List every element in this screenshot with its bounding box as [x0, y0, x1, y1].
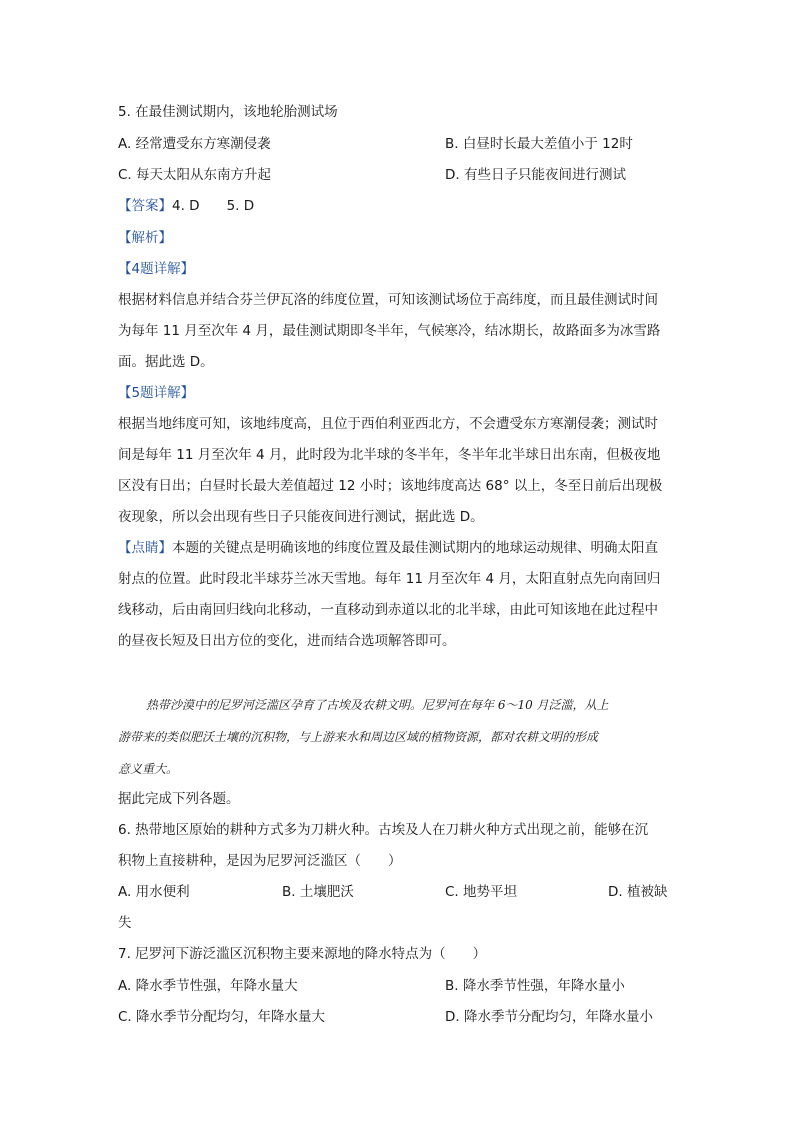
q4-detail-line: 面。据此选 D。 — [118, 354, 214, 370]
q6-option-b: B. 土壤肥沃 — [282, 884, 354, 900]
answer-tag: 【答案】 — [118, 198, 172, 214]
dianjing-line: 的昼夜长短及日出方位的变化，进而结合选项解答即可。 — [118, 633, 456, 649]
dianjing-line: 线移动，后由南回归线向北移动，一直移动到赤道以北的北半球，由此可知该地在此过程中 — [118, 602, 658, 618]
question-6-stem: 6. 热带地区原始的耕种方式多为刀耕火种。古埃及人在刀耕火种方式出现之前，能够在沉 — [118, 822, 649, 838]
dianjing-text: 本题的关键点是明确该地的纬度位置及最佳测试期内的地球运动规律、明确太阳直 — [172, 540, 658, 556]
q4-detail-line: 为每年 11 月至次年 4 月，最佳测试期即冬半年，气候寒冷，结冰期长，故路面多为冰雪路 — [118, 323, 661, 339]
dianjing-tag: 【点睛】 — [118, 540, 172, 556]
question-7-stem: 7. 尼罗河下游泛滥区沉积物主要来源地的降水特点为（ ） — [118, 946, 487, 962]
question-6-stem: 积物上直接耕种，是因为尼罗河泛滥区（ ） — [118, 853, 402, 869]
answer-line — [118, 196, 678, 216]
q6-option-a: A. 用水便利 — [118, 884, 190, 900]
q7-option-b: B. 降水季节性强，年降水量小 — [445, 978, 625, 994]
material-line: 游带来的类似肥沃土壤的沉积物，与上游来水和周边区域的植物资源，都对农耕文明的形成 — [118, 730, 599, 744]
q4-detail-line: 根据材料信息并结合芬兰伊瓦洛的纬度位置，可知该测试场位于高纬度，而且最佳测试时间 — [118, 292, 658, 308]
q5-detail-line: 区没有日出；白昼时长最大差值超过 12 小时；该地纬度高达 68° 以上，冬至日前后出现极 — [118, 478, 663, 494]
analysis-tag: 【解析】 — [118, 230, 172, 246]
material-line: 热带沙漠中的尼罗河泛滥区孕育了古埃及农耕文明。尼罗河在每年 6～10 月泛滥，从上 — [146, 698, 609, 712]
q5-detail-line: 间是每年 11 月至次年 4 月，此时段为北半球的冬半年，冬半年北半球日出东南，但极夜地 — [118, 447, 661, 463]
dianjing-line — [118, 538, 678, 558]
material-instruction: 据此完成下列各题。 — [118, 791, 240, 807]
q7-option-d: D. 降水季节分配均匀，年降水量小 — [445, 1009, 653, 1025]
q5-option-b: B. 白昼时长最大差值小于 12时 — [445, 136, 633, 152]
q4-detail-tag: 【4题详解】 — [118, 261, 195, 277]
q5-detail-line: 根据当地纬度可知，该地纬度高，且位于西伯利亚西北方，不会遭受东方寒潮侵袭；测试时 — [118, 416, 658, 432]
q5-detail-tag: 【5题详解】 — [118, 385, 195, 401]
dianjing-line: 射点的位置。此时段北半球芬兰冰天雪地。每年 11 月至次年 4 月，太阳直射点先向南回归 — [118, 571, 661, 587]
q6-option-d: D. 植被缺 — [608, 884, 668, 900]
material-line: 意义重大。 — [118, 762, 179, 776]
q6-option-c: C. 地势平坦 — [445, 884, 518, 900]
q5-option-c: C. 每天太阳从东南方升起 — [118, 167, 272, 183]
q7-option-c: C. 降水季节分配均匀，年降水量大 — [118, 1009, 326, 1025]
q7-option-a: A. 降水季节性强，年降水量大 — [118, 978, 298, 994]
answer-text: 4. D 5. D — [172, 198, 255, 214]
q5-option-d: D. 有些日子只能夜间进行测试 — [445, 167, 626, 183]
q6-option-d-wrap: 失 — [118, 915, 132, 931]
q5-option-a: A. 经常遭受东方寒潮侵袭 — [118, 136, 271, 152]
q5-detail-line: 夜现象，所以会出现有些日子只能夜间进行测试，据此选 D。 — [118, 509, 484, 525]
question-5-stem: 5. 在最佳测试期内，该地轮胎测试场 — [118, 104, 338, 120]
